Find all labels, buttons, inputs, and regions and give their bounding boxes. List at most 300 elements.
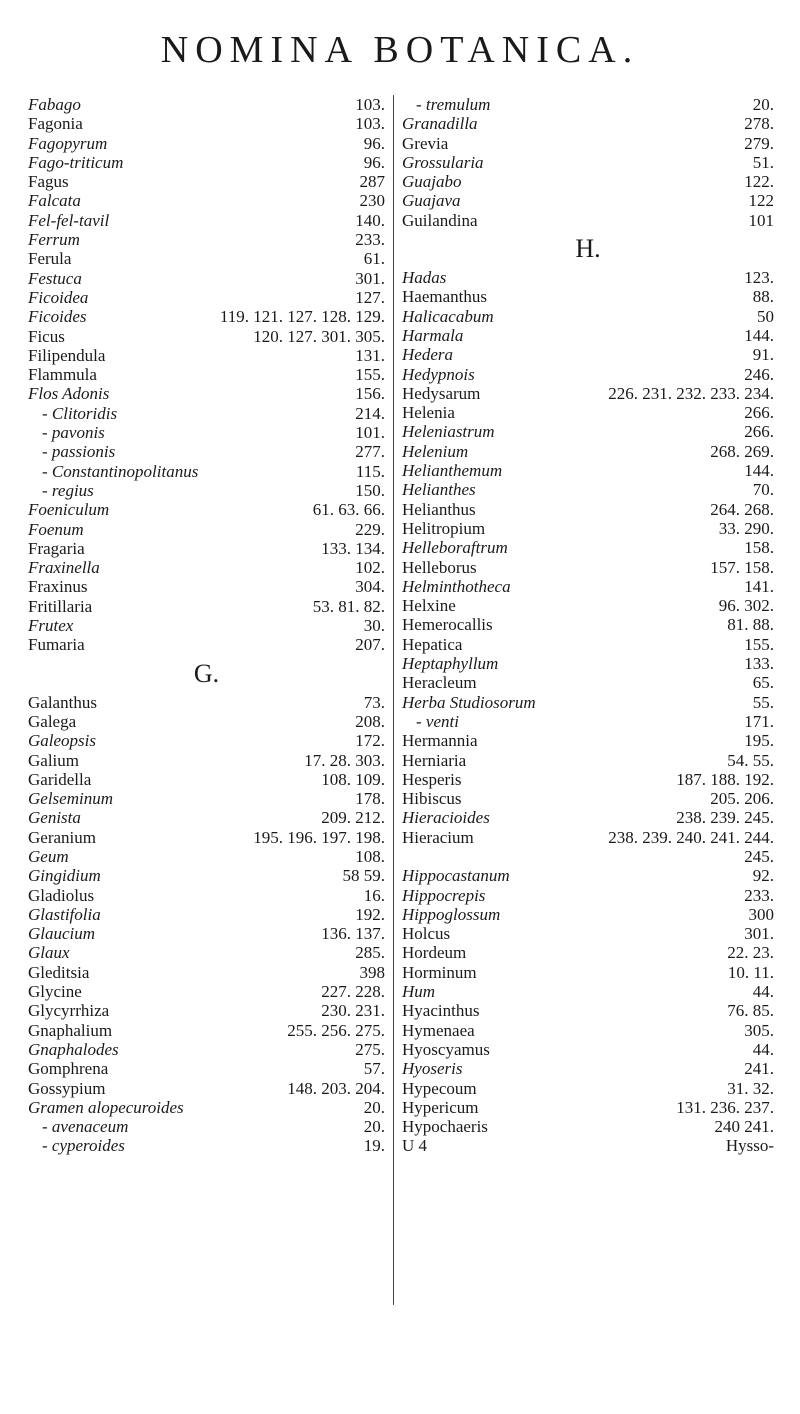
entry-name: Gnaphalium: [28, 1020, 113, 1040]
entry-pages: 17. 28. 303.: [304, 750, 385, 770]
index-entry: [402, 442, 774, 461]
entry-name: Guilandina: [402, 210, 478, 230]
entry-name: Gossypium: [28, 1078, 106, 1098]
entry-pages: 195.: [744, 731, 774, 751]
column-divider: [393, 95, 394, 1305]
index-entry: [28, 442, 385, 461]
entry-pages: 398: [359, 962, 385, 982]
entry-name: Hippocastanum: [402, 866, 510, 886]
index-entry: [28, 905, 385, 924]
index-entry: [402, 345, 774, 364]
entry-name: Hum: [402, 982, 436, 1002]
entry-name: Guajava: [402, 191, 461, 211]
entry-pages: 245.: [744, 846, 774, 866]
entry-pages: 157. 158.: [710, 557, 774, 577]
entry-pages: 148. 203. 204.: [287, 1078, 385, 1098]
entry-pages: 101: [748, 210, 774, 230]
entry-pages: 57.: [363, 1059, 385, 1079]
entry-name: Guajabo: [402, 172, 462, 192]
entry-pages: 58 59.: [342, 866, 385, 886]
index-entry: [28, 346, 385, 365]
index-entry: [402, 886, 774, 905]
index-entry: [402, 924, 774, 943]
entry-pages: 155.: [355, 365, 385, 385]
entry-name: Hermannia: [402, 731, 478, 751]
entry-name: Fagus: [28, 172, 69, 192]
index-entry: [28, 982, 385, 1001]
entry-pages: 279.: [744, 133, 774, 153]
index-entry: [28, 597, 385, 616]
entry-name: Fagonia: [28, 114, 83, 134]
index-entry: [402, 615, 774, 634]
index-entry: [402, 673, 774, 692]
entry-pages: 240 241.: [714, 1117, 774, 1137]
entry-name: - cyperoides: [42, 1136, 125, 1156]
entry-pages: 73.: [363, 692, 385, 712]
entry-name: Helleborus: [402, 557, 477, 577]
entry-pages: 233.: [355, 230, 385, 250]
index-entry: [402, 808, 774, 827]
entry-pages: 238. 239. 240. 241. 244.: [608, 827, 774, 847]
entry-name: - regius: [42, 480, 94, 500]
entry-pages: 275.: [355, 1039, 385, 1059]
right-column: [402, 95, 774, 1156]
entry-name: - venti: [416, 711, 459, 731]
entry-pages: 172.: [355, 731, 385, 751]
index-entry: [402, 287, 774, 306]
entry-pages: 304.: [355, 577, 385, 597]
entry-name: - tremulum: [416, 95, 491, 114]
entry-name: Hyoseris: [402, 1059, 463, 1079]
entry-pages: 300: [748, 904, 774, 924]
entry-pages: 230: [359, 191, 385, 211]
entry-name: Helenia: [402, 403, 455, 423]
entry-name: Gingidium: [28, 866, 101, 886]
entry-name: Hedysarum: [402, 383, 481, 403]
entry-pages: 255. 256. 275.: [287, 1020, 385, 1040]
entry-name: Fraxinella: [28, 558, 100, 578]
entry-pages: 65.: [752, 673, 774, 693]
entry-pages: 207.: [355, 635, 385, 655]
entry-pages: 20.: [363, 1117, 385, 1137]
index-entry: [402, 326, 774, 345]
entry-pages: 20.: [363, 1097, 385, 1117]
index-entry: [402, 1098, 774, 1117]
entry-name: Frutex: [28, 616, 74, 636]
entry-name: Hesperis: [402, 769, 462, 789]
entry-name: Holcus: [402, 924, 451, 944]
entry-name: Ficoidea: [28, 287, 89, 307]
entry-name: Fagopyrum: [28, 133, 108, 153]
index-entry: [402, 596, 774, 615]
entry-pages: 30.: [363, 616, 385, 636]
entry-name: Galeopsis: [28, 731, 96, 751]
entry-name: Hyacinthus: [402, 1001, 480, 1021]
entry-name: Helianthemum: [402, 461, 503, 481]
entry-name: Garidella: [28, 769, 92, 789]
index-entry: [28, 1117, 385, 1136]
entry-pages: 238. 239. 245.: [676, 808, 774, 828]
entry-name: Fumaria: [28, 635, 85, 655]
entry-pages: 53. 81. 82.: [312, 596, 385, 616]
index-entry: [28, 693, 385, 712]
entry-pages: 287: [359, 172, 385, 192]
entry-name: Hypericum: [402, 1097, 479, 1117]
entry-pages: 61. 63. 66.: [312, 500, 385, 520]
index-entry: [402, 982, 774, 1001]
entry-pages: 133. 134.: [321, 538, 385, 558]
entry-name: Gnaphalodes: [28, 1039, 119, 1059]
entry-name: Fabago: [28, 95, 81, 114]
entry-pages: 127.: [355, 287, 385, 307]
index-entry: [402, 422, 774, 441]
index-entry: [402, 635, 774, 654]
entry-pages: 119. 121. 127. 128. 129.: [219, 307, 385, 327]
entry-name: Hymenaea: [402, 1020, 475, 1040]
entry-name: Grevia: [402, 133, 449, 153]
entry-pages: 246.: [744, 364, 774, 384]
index-entry: [28, 520, 385, 539]
entry-name: Fel-fel-tavil: [28, 210, 110, 230]
entry-pages: 51.: [752, 152, 774, 172]
index-entry: [28, 789, 385, 808]
index-entry: [402, 770, 774, 789]
entry-pages: 268. 269.: [710, 441, 774, 461]
entry-pages: 55.: [752, 692, 774, 712]
index-entry: [402, 191, 774, 210]
entry-name: Glaucium: [28, 924, 96, 944]
entry-name: Fragaria: [28, 538, 85, 558]
entry-name: Fago-triticum: [28, 152, 124, 172]
index-entry: [402, 307, 774, 326]
entry-pages: 20.: [752, 95, 774, 114]
entry-name: Hypecoum: [402, 1078, 477, 1098]
index-entry: [402, 943, 774, 962]
entry-name: Glycine: [28, 982, 82, 1002]
entry-pages: 192.: [355, 904, 385, 924]
index-entry: [28, 1021, 385, 1040]
entry-pages: 150.: [355, 480, 385, 500]
entry-pages: 96.: [363, 133, 385, 153]
entry-name: Hypochaeris: [402, 1117, 488, 1137]
entry-name: Hadas: [402, 268, 447, 288]
entry-name: Hippoglossum: [402, 904, 501, 924]
index-entry: [28, 943, 385, 962]
entry-pages: 285.: [355, 943, 385, 963]
page-title: NOMINA BOTANICA.: [160, 29, 640, 71]
entry-pages: 131.: [355, 345, 385, 365]
entry-pages: 178.: [355, 789, 385, 809]
entry-name: Heleniastrum: [402, 422, 495, 442]
entry-name: Hieracium: [402, 827, 474, 847]
entry-pages: 103.: [355, 114, 385, 134]
entry-name: Herniaria: [402, 750, 467, 770]
entry-pages: 144.: [744, 461, 774, 481]
entry-pages: 10. 11.: [727, 962, 774, 982]
entry-pages: 61.: [363, 249, 385, 269]
entry-name: Harmala: [402, 325, 464, 345]
index-entry: [28, 828, 385, 847]
entry-name: Hieracioides: [402, 808, 490, 828]
entry-name: Heracleum: [402, 673, 477, 693]
entry-name: Galega: [28, 711, 77, 731]
entry-pages: 277.: [355, 442, 385, 462]
index-entry: [28, 886, 385, 905]
entry-name: Ferula: [28, 249, 72, 269]
entry-name: Galanthus: [28, 692, 97, 712]
entry-pages: 156.: [355, 384, 385, 404]
entry-pages: 31. 32.: [727, 1078, 774, 1098]
index-entry: [28, 327, 385, 346]
index-entry: [402, 365, 774, 384]
entry-name: Gelseminum: [28, 789, 113, 809]
index-entry: [402, 712, 774, 731]
entry-name: Hyoscyamus: [402, 1039, 490, 1059]
index-entry: [402, 963, 774, 982]
index-entry: [402, 905, 774, 924]
entry-pages: 195. 196. 197. 198.: [253, 827, 385, 847]
entry-pages: 108.: [355, 846, 385, 866]
entry-name: Hordeum: [402, 943, 467, 963]
index-entry: [28, 307, 385, 326]
entry-name: Helxine: [402, 596, 456, 616]
entry-name: Hibiscus: [402, 789, 462, 809]
left-column: [28, 95, 385, 1156]
index-entry: [402, 847, 774, 866]
entry-name: Genista: [28, 808, 81, 828]
entry-pages: 81. 88.: [727, 615, 774, 635]
index-entry: [402, 789, 774, 808]
index-entry: [402, 1021, 774, 1040]
entry-pages: 122.: [744, 172, 774, 192]
entry-name: Haemanthus: [402, 287, 487, 307]
index-entry: [28, 249, 385, 268]
index-entry: [28, 500, 385, 519]
index-entry: [28, 1059, 385, 1078]
index-entry: [28, 558, 385, 577]
entry-name: Grossularia: [402, 152, 484, 172]
entry-name: Ferrum: [28, 230, 80, 250]
index-entry: [402, 828, 774, 847]
entry-name: Gramen alopecuroides: [28, 1097, 184, 1117]
index-entry: [28, 134, 385, 153]
entry-pages: 101.: [355, 423, 385, 443]
index-entry: [28, 365, 385, 384]
entry-name: Flammula: [28, 365, 97, 385]
index-entry: [402, 461, 774, 480]
entry-pages: 50: [757, 306, 774, 326]
entry-name: Glycyrrhiza: [28, 1001, 110, 1021]
index-entry: [402, 1136, 774, 1155]
entry-name: Hippocrepis: [402, 885, 486, 905]
entry-pages: 122: [748, 191, 774, 211]
index-entry: [28, 269, 385, 288]
entry-pages: 44.: [752, 1039, 774, 1059]
entry-name: Glaux: [28, 943, 70, 963]
entry-name: Geum: [28, 846, 69, 866]
index-entry: [28, 963, 385, 982]
entry-name: Helleboraftrum: [402, 538, 508, 558]
entry-name: - avenaceum: [42, 1117, 129, 1137]
entry-pages: 96.: [363, 152, 385, 172]
index-entry: [28, 847, 385, 866]
entry-name: Herba Studiosorum: [402, 692, 536, 712]
index-entry: [28, 770, 385, 789]
entry-name: Helenium: [402, 441, 469, 461]
entry-name: Ficoides: [28, 307, 87, 327]
entry-name: Fritillaria: [28, 596, 93, 616]
entry-pages: 278.: [744, 114, 774, 134]
index-entry: [402, 172, 774, 191]
index-entry: [402, 500, 774, 519]
entry-pages: 208.: [355, 711, 385, 731]
entry-pages: 133.: [744, 654, 774, 674]
entry-pages: Hysso-: [725, 1136, 774, 1156]
entry-pages: 264. 268.: [710, 499, 774, 519]
entry-pages: 229.: [355, 519, 385, 539]
entry-pages: 187. 188. 192.: [676, 769, 774, 789]
entry-name: Glastifolia: [28, 904, 101, 924]
entry-name: Gladiolus: [28, 885, 95, 905]
index-entry: [28, 404, 385, 423]
entry-pages: 155.: [744, 634, 774, 654]
index-entry: [402, 693, 774, 712]
index-entry: [402, 95, 774, 114]
entry-pages: 120. 127. 301. 305.: [253, 326, 385, 346]
entry-name: U 4: [402, 1136, 428, 1156]
entry-pages: 241.: [744, 1059, 774, 1079]
index-entry: [402, 577, 774, 596]
index-entry: [402, 403, 774, 422]
entry-name: Galium: [28, 750, 79, 770]
entry-name: Foeniculum: [28, 500, 110, 520]
index-entry: [28, 712, 385, 731]
entry-name: Hepatica: [402, 634, 463, 654]
entry-pages: 70.: [752, 480, 774, 500]
entry-pages: 91.: [752, 345, 774, 365]
index-entry: [28, 539, 385, 558]
index-entry: [28, 635, 385, 654]
entry-name: Helianthus: [402, 499, 476, 519]
entry-pages: 22. 23.: [727, 943, 774, 963]
entry-pages: 144.: [744, 325, 774, 345]
index-entry: [402, 538, 774, 557]
entry-name: Halicacabum: [402, 306, 494, 326]
entry-name: Geranium: [28, 827, 96, 847]
index-entry: [28, 384, 385, 403]
entry-pages: 227. 228.: [321, 982, 385, 1002]
index-entry: [28, 577, 385, 596]
entry-pages: 131. 236. 237.: [676, 1097, 774, 1117]
entry-pages: 108. 109.: [321, 769, 385, 789]
index-entry: [28, 423, 385, 442]
entry-name: Ficus: [28, 326, 65, 346]
entry-pages: 96. 302.: [718, 596, 774, 616]
index-entry: [402, 654, 774, 673]
index-entry: [402, 519, 774, 538]
entry-pages: 205. 206.: [710, 789, 774, 809]
index-entry: [28, 172, 385, 191]
index-entry: [28, 866, 385, 885]
index-entry: [28, 1098, 385, 1117]
entry-name: Horminum: [402, 962, 477, 982]
entry-name: Heptaphyllum: [402, 654, 499, 674]
entry-pages: 54. 55.: [727, 750, 774, 770]
entry-pages: 76. 85.: [727, 1001, 774, 1021]
index-entry: [28, 1001, 385, 1020]
entry-pages: 301.: [744, 924, 774, 944]
entry-name: - Clitoridis: [42, 403, 118, 423]
entry-pages: 226. 231. 232. 233. 234.: [608, 383, 774, 403]
index-entry: [28, 731, 385, 750]
index-entry: [28, 1079, 385, 1098]
index-entry: [402, 268, 774, 287]
entry-name: Filipendula: [28, 345, 106, 365]
entry-pages: 103.: [355, 95, 385, 114]
entry-name: - passionis: [42, 442, 116, 462]
entry-pages: 88.: [752, 287, 774, 307]
index-entry: [28, 114, 385, 133]
entry-pages: 92.: [752, 866, 774, 886]
index-entry: [28, 211, 385, 230]
entry-pages: 102.: [355, 558, 385, 578]
index-entry: [402, 114, 774, 133]
entry-pages: 305.: [744, 1020, 774, 1040]
section-letter: H.: [575, 234, 601, 264]
index-entry: [28, 808, 385, 827]
entry-pages: 301.: [355, 268, 385, 288]
entry-pages: 214.: [355, 403, 385, 423]
entry-name: Granadilla: [402, 114, 478, 134]
index-entry: [28, 153, 385, 172]
index-entry: [28, 481, 385, 500]
entry-pages: 266.: [744, 403, 774, 423]
entry-pages: 266.: [744, 422, 774, 442]
index-entry: [402, 731, 774, 750]
index-entry: [402, 384, 774, 403]
index-entry: [402, 558, 774, 577]
entry-pages: 115.: [355, 461, 385, 481]
section-letter: G.: [193, 658, 220, 688]
index-entry: [28, 751, 385, 770]
index-entry: [402, 211, 774, 230]
entry-pages: 136. 137.: [321, 924, 385, 944]
entry-name: - pavonis: [42, 423, 105, 443]
entry-pages: 33. 290.: [718, 518, 774, 538]
entry-name: Gleditsia: [28, 962, 90, 982]
index-entry: [28, 1136, 385, 1155]
index-entry: [28, 462, 385, 481]
index-entry: [28, 924, 385, 943]
entry-name: Hedypnois: [402, 364, 475, 384]
index-entry: [402, 134, 774, 153]
index-entry: [28, 230, 385, 249]
entry-pages: 158.: [744, 538, 774, 558]
index-entry: [402, 153, 774, 172]
entry-name: Foenum: [28, 519, 84, 539]
entry-pages: 140.: [355, 210, 385, 230]
entry-name: - Constantinopolitanus: [42, 461, 199, 481]
index-entry: [402, 1079, 774, 1098]
entry-name: Helianthes: [402, 480, 476, 500]
entry-pages: 209. 212.: [321, 808, 385, 828]
entry-name: Gomphrena: [28, 1059, 109, 1079]
index-entry: [402, 866, 774, 885]
entry-pages: 44.: [752, 982, 774, 1002]
entry-name: Fraxinus: [28, 577, 88, 597]
index-entry: [402, 1040, 774, 1059]
entry-name: Helminthotheca: [402, 576, 511, 596]
